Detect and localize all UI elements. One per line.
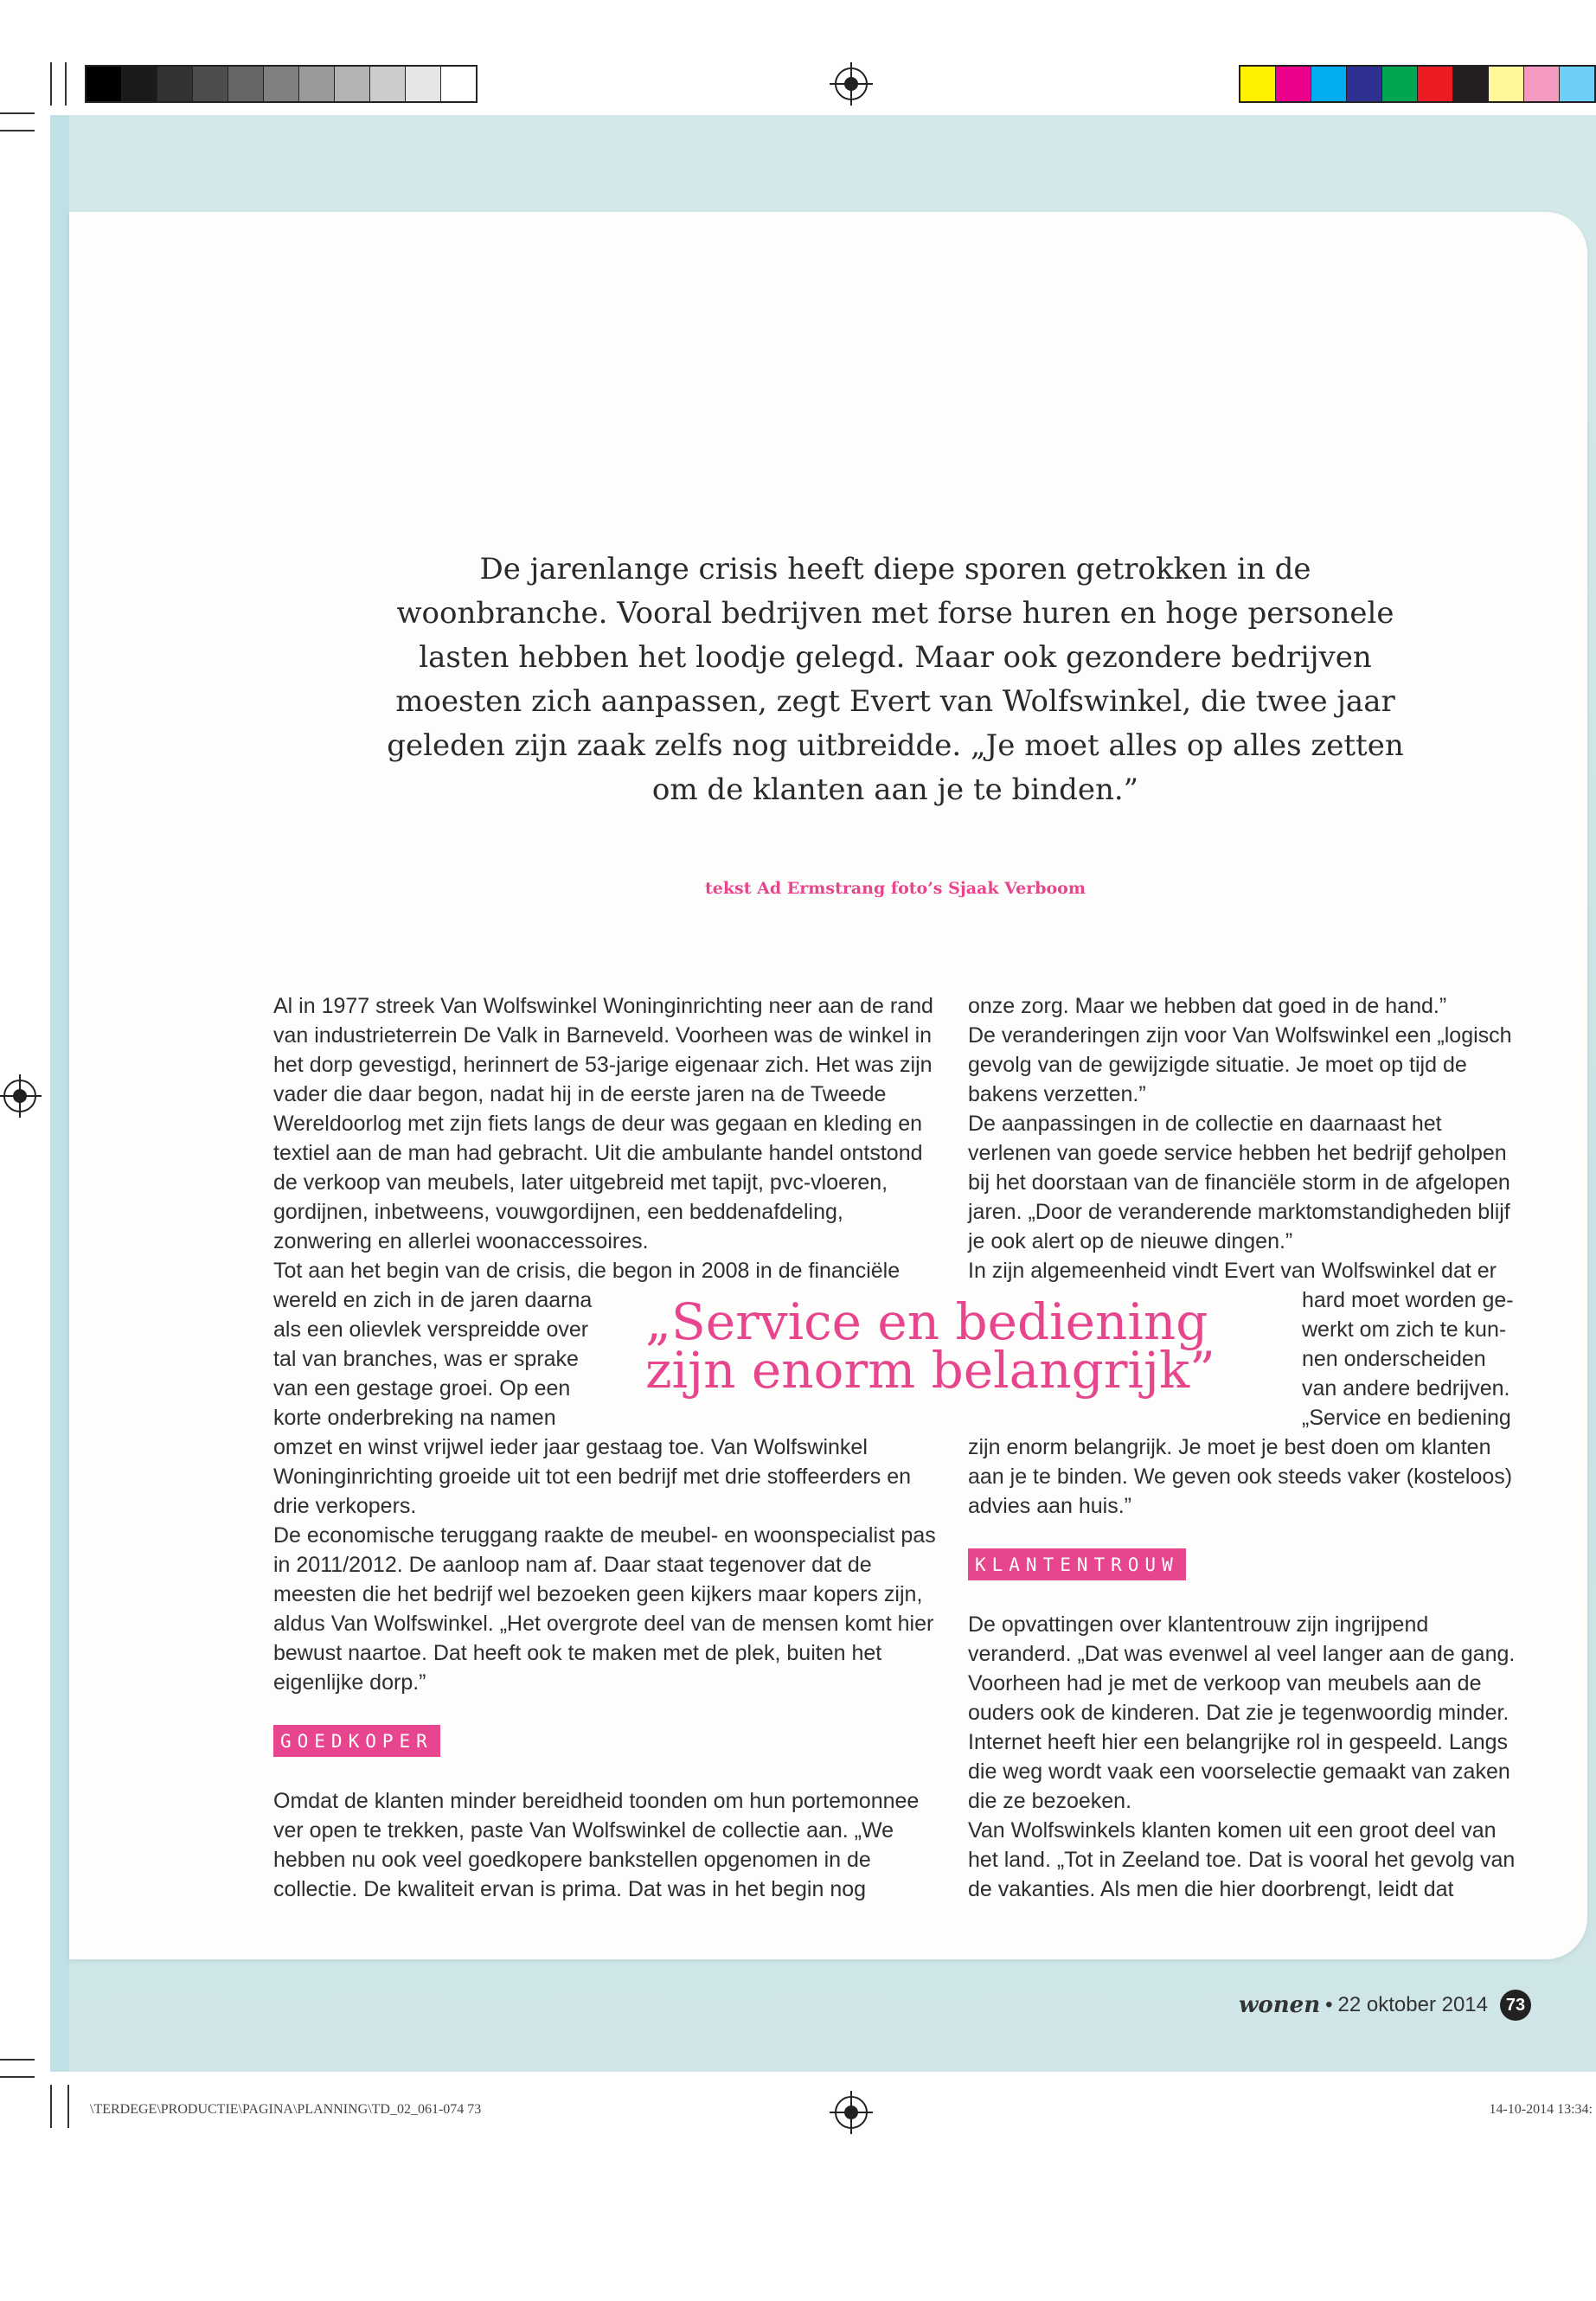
wrap-line: werkt om zich te kun- bbox=[1302, 1317, 1507, 1342]
crop-mark bbox=[0, 2076, 35, 2078]
paragraph: De economische teruggang raakte de meubel- en woonspecialist pas in 2011/2012. De aanloop nam af. Daar staat tegenover dat de meesten die het bedrijf wel bezoeken geen kijkers maar kopers zijn, aldus Van Wolfswinkel. „Het overgrote deel van de mensen komt hier bewust naartoe. Dat heeft ook te maken met de plek, buiten het eigenlijke dorp.” bbox=[273, 1523, 936, 1695]
paragraph: zijn enorm belangrijk. Je moet je best doen om klanten aan je te binden. We geven ook steeds vaker (kosteloos) advies aan huis.” bbox=[968, 1435, 1513, 1518]
page-footer bbox=[1207, 1990, 1531, 2021]
paragraph: De aanpassingen in de collectie en daarnaast het verlenen van goede service hebben het bedrijf geholpen bij het doorstaan van de financiële storm in de afgelopen jaren. „Door de veranderende marktomstandigheden blijf je ook alert op de nieuwe dingen.” bbox=[968, 1112, 1510, 1253]
paragraph-wrap-around-quote bbox=[273, 1285, 939, 1433]
registration-mark-icon bbox=[835, 2096, 868, 2129]
left-edge-strip bbox=[50, 115, 69, 2072]
wrap-line: van een gestage groei. Op een bbox=[273, 1376, 571, 1400]
registration-mark-icon bbox=[835, 67, 868, 100]
paragraph: De veranderingen zijn voor Van Wolfswinkel een „logisch gevolg van de gewijzigde situatie. Je moet op tijd de bakens verzetten.” bbox=[968, 1023, 1512, 1106]
paragraph-wrap-around-quote bbox=[968, 1285, 1526, 1433]
crop-mark bbox=[0, 112, 35, 114]
crop-mark bbox=[67, 2085, 69, 2128]
section-tag-klantentrouw: KLANTENTROUW bbox=[968, 1548, 1186, 1580]
paragraph: De opvattingen over klantentrouw zijn ingrijpend veranderd. „Dat was evenwel al veel langer aan de gang. Voorheen had je met de verkoop van meubels aan de ouders ook de kinderen. Dat zie je tegenwoordig minder. Internet heeft hier een belangrijke rol in gespeeld. Langs die weg wordt vaak een voorselectie gemaakt van zaken die ze bezoeken. bbox=[968, 1612, 1516, 1813]
paragraph: Tot aan het begin van de crisis, die begon in 2008 in de financiële bbox=[273, 1259, 901, 1283]
intro-paragraph: De jarenlange crisis heeft diepe sporen getrokken in de woonbranche. Vooral bedrijven met forse huren en hoge personele lasten hebben het loodje gelegd. Maar ook gezondere bedrijven moesten zich aanpassen, zegt Evert van Wolfswinkel, die twee jaar geleden zijn zaak zelfs nog uitbreidde. „Je moet alles op alles zetten om de klanten aan je te binden.” bbox=[387, 552, 1404, 807]
issue-date: 22 oktober 2014 bbox=[1337, 1993, 1488, 2016]
wrap-line: van andere bedrijven. bbox=[1302, 1376, 1510, 1400]
wrap-line: tal van branches, was er sprake bbox=[273, 1347, 579, 1371]
paragraph: Al in 1977 streek Van Wolfswinkel Woninginrichting neer aan de rand van industrieterrein De Valk in Barneveld. Voorheen was de winkel in het dorp gevestigd, herinnert de 53-jarige eigenaar zich. Het was zijn vader die daar begon, nadat hij in de eerste jaren na de Tweede Wereldoorlog met zijn fiets langs de deur was gegaan en kleding en textiel aan de man had gebracht. Uit die ambulante handel ontstond de verkoop van meubels, later uitgebreid met tapijt, pvc-vloeren, gordijnen, inbetweens, vouwgordijnen, een beddenafdeling, zonwering en allerlei woonaccessoires. bbox=[273, 994, 933, 1253]
article-column-2 bbox=[968, 991, 1526, 1904]
paragraph: onze zorg. Maar we hebben dat goed in de hand.” bbox=[968, 994, 1447, 1018]
print-slug-right: 14-10-2014 13:34: bbox=[1489, 2102, 1593, 2117]
wrap-line: nen onderscheiden bbox=[1302, 1347, 1486, 1371]
credits-line: tekst Ad Ermstrang foto’s Sjaak Verboom bbox=[705, 879, 1086, 898]
crop-mark bbox=[0, 2059, 35, 2061]
wrap-line: hard moet worden ge- bbox=[1302, 1288, 1514, 1312]
wrap-line: korte onderbreking na namen bbox=[273, 1406, 556, 1430]
paragraph: omzet en winst vrijwel ieder jaar gestaag toe. Van Wolfswinkel Woninginrichting groeide uit tot een bedrijf met drie stoffeerders en drie verkopers. bbox=[273, 1435, 911, 1518]
magazine-brand: wonen bbox=[1239, 1992, 1321, 2018]
grayscale-swatch-bar bbox=[85, 65, 478, 103]
registration-mark-icon bbox=[3, 1080, 36, 1112]
footer-separator: • bbox=[1325, 1993, 1333, 2016]
crop-mark bbox=[65, 62, 67, 106]
page-number: 73 bbox=[1500, 1990, 1531, 2021]
paragraph: Van Wolfswinkels klanten komen uit een groot deel van het land. „Tot in Zeeland toe. Dat is vooral het gevolg van de vakanties. Als men die hier doorbrengt, leidt dat bbox=[968, 1818, 1516, 1901]
print-slug-left: \TERDEGE\PRODUCTIE\PAGINA\PLANNING\TD_02_061-074 73 bbox=[90, 2102, 482, 2117]
wrap-line: „Service en bediening bbox=[1302, 1406, 1511, 1430]
crop-mark bbox=[50, 2085, 52, 2128]
pull-quote: „Service en bediening zijn enorm belangrijk” bbox=[645, 1292, 1215, 1400]
color-swatch-bar bbox=[1239, 65, 1596, 103]
wrap-line: als een olievlek verspreidde over bbox=[273, 1317, 589, 1342]
paragraph: In zijn algemeenheid vindt Evert van Wolfswinkel dat er bbox=[968, 1259, 1497, 1283]
crop-mark bbox=[50, 62, 52, 106]
crop-mark bbox=[0, 130, 35, 131]
section-tag-goedkoper: GOEDKOPER bbox=[273, 1725, 440, 1757]
wrap-line: wereld en zich in de jaren daarna bbox=[273, 1288, 593, 1312]
article-column-1 bbox=[273, 991, 939, 1904]
paragraph: Omdat de klanten minder bereidheid toonden om hun portemonnee ver open te trekken, paste Van Wolfswinkel de collectie aan. „We hebben nu ook veel goedkopere bankstellen opgenomen in de collectie. De kwaliteit ervan is prima. Dat was in het begin nog bbox=[273, 1789, 920, 1901]
